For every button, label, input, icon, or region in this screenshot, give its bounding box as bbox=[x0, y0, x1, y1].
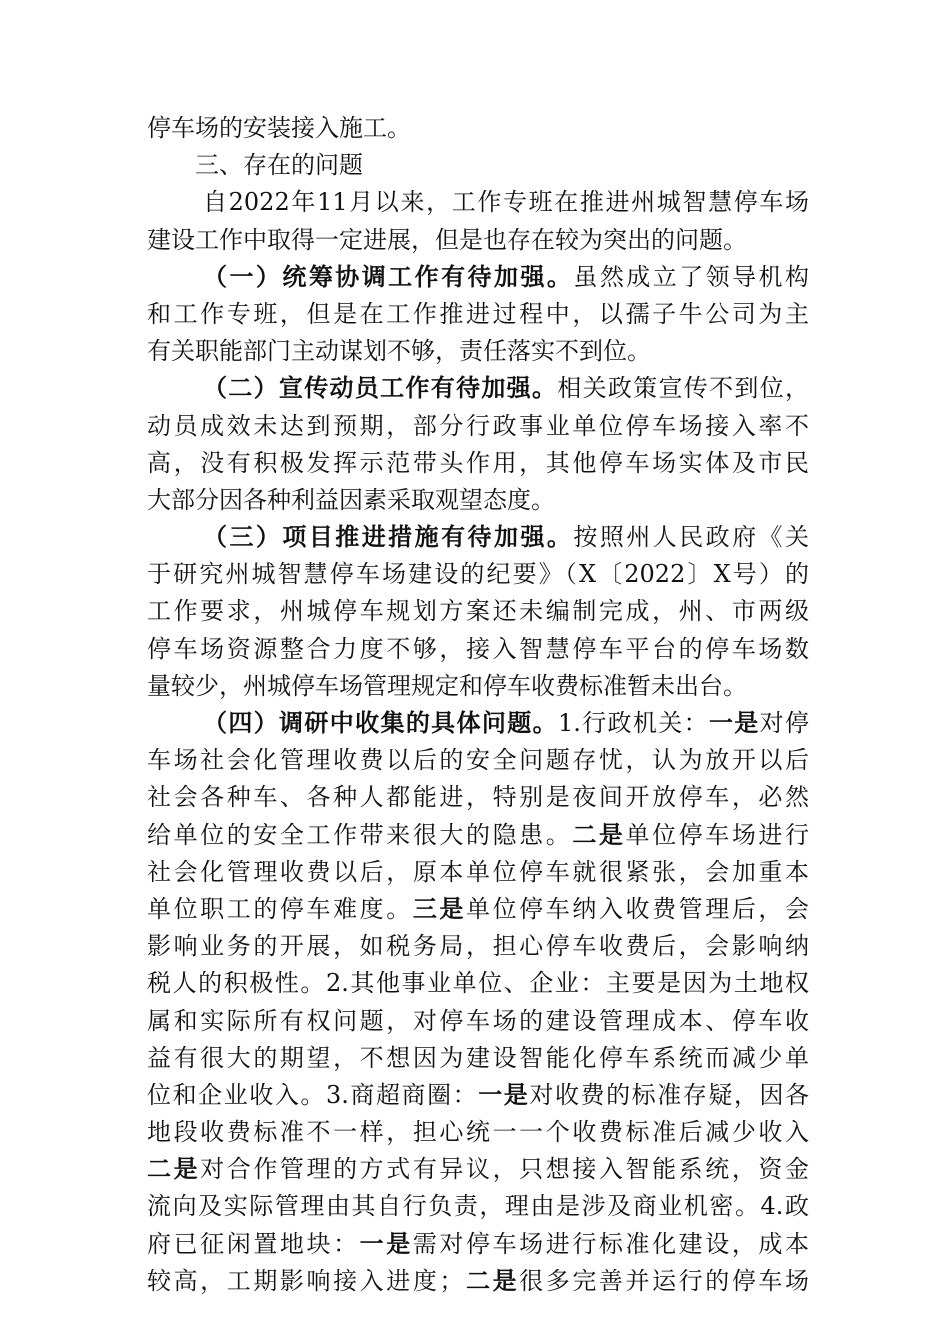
paragraph-line bbox=[147, 1151, 809, 1188]
emphasis: 三是 bbox=[412, 894, 467, 923]
paragraph-line: 停车场资源整合力度不够，接入智慧停车平台的停车场数 bbox=[147, 634, 809, 663]
text-run: 单位停车场进行 bbox=[625, 820, 810, 849]
emphasis: 一是 bbox=[359, 1229, 413, 1258]
text-run: 给单位的安全工作带来很大的隐患。 bbox=[147, 820, 573, 849]
paragraph-line bbox=[147, 891, 809, 928]
paragraph-line: 自2022年11月以来，工作专班在推进州城智慧停车场 bbox=[203, 188, 809, 217]
text-run: 单位停车纳入收费管理后，会 bbox=[466, 894, 810, 923]
text-run: 1.行政机关： bbox=[557, 709, 709, 737]
paragraph-line: 社会各种车、各种人都能进，特别是夜间开放停车，必然 bbox=[147, 783, 809, 812]
paragraph-line: 有关职能部门主动谋划不够，责任落实不到位。 bbox=[147, 337, 651, 366]
text-run: 位和企业收入。3.商超商圈： bbox=[147, 1080, 479, 1109]
emphasis: 一是 bbox=[708, 709, 760, 737]
paragraph-line: 停车场的安装接入施工。 bbox=[147, 114, 411, 142]
text-run: 对合作管理的方式有异议，只想接入智能系统，资金 bbox=[200, 1155, 810, 1184]
paragraph-line: 和工作专班，但是在工作推进过程中，以孺子牛公司为主 bbox=[147, 299, 809, 328]
text-run: 府已征闲置地块： bbox=[147, 1229, 360, 1258]
emphasis: 二是 bbox=[463, 1266, 520, 1295]
text-run: 需对停车场进行标准化建设，成本 bbox=[412, 1229, 810, 1258]
subheading: （四）调研中收集的具体问题。 bbox=[203, 709, 558, 737]
text-run: 单位职工的停车难度。 bbox=[147, 894, 413, 923]
paragraph-line bbox=[147, 519, 809, 556]
text-run: 虽然成立了领导机构 bbox=[573, 262, 810, 291]
paragraph-line: 社会化管理收费以后，原本单位停车就很紧张，会加重本 bbox=[147, 857, 809, 886]
section-heading: 三、存在的问题 bbox=[195, 151, 363, 180]
paragraph-line: 动员成效未达到预期，部分行政事业单位停车场接入率不 bbox=[147, 411, 809, 440]
text-run: 很多完善并运行的停车场 bbox=[519, 1266, 810, 1295]
text-run: 按照州人民政府《关 bbox=[573, 523, 810, 552]
paragraph-line: 量较少，州城停车场管理规定和停车收费标准暂未出台。 bbox=[147, 671, 747, 700]
text-run: 对收费的标准存疑，因各 bbox=[529, 1080, 810, 1109]
document-body bbox=[147, 110, 809, 1300]
paragraph-line bbox=[147, 1226, 809, 1263]
paragraph-line bbox=[147, 817, 809, 854]
emphasis: 二是 bbox=[572, 820, 626, 849]
paragraph-line: 工作要求，州城停车规划方案还未编制完成，州、市两级 bbox=[147, 597, 809, 626]
text-run: 相关政策宣传不到位， bbox=[557, 374, 810, 403]
paragraph-line: 建设工作中取得一定进展，但是也存在较为突出的问题。 bbox=[147, 225, 747, 254]
paragraph-line: 流向及实际管理由其自行负责，理由是涉及商业机密。4.政 bbox=[147, 1192, 809, 1221]
paragraph-line bbox=[147, 1263, 809, 1300]
paragraph-line: 地段收费标准不一样，担心统一一个收费标准后减少收入 bbox=[147, 1118, 809, 1147]
paragraph-line: 影响业务的开展，如税务局，担心停车收费后，会影响纳 bbox=[147, 932, 809, 961]
subheading: （二）宣传动员工作有待加强。 bbox=[203, 374, 558, 403]
paragraph-line bbox=[147, 1077, 809, 1114]
text-run: 较高，工期影响接入进度； bbox=[147, 1266, 464, 1295]
paragraph-line: 车场社会化管理收费以后的安全问题存忧，认为放开以后 bbox=[147, 746, 809, 775]
paragraph-line: 属和实际所有权问题，对停车场的建设管理成本、停车收 bbox=[147, 1006, 809, 1035]
emphasis: 二是 bbox=[147, 1155, 201, 1184]
paragraph-line bbox=[147, 259, 809, 296]
paragraph-line: 税人的积极性。2.其他事业单位、企业：主要是因为土地权 bbox=[147, 969, 809, 998]
paragraph-line bbox=[147, 705, 809, 742]
subheading: （一）统筹协调工作有待加强。 bbox=[203, 262, 574, 291]
paragraph-line: 大部分因各种利益因素采取观望态度。 bbox=[147, 485, 555, 514]
emphasis: 一是 bbox=[478, 1080, 530, 1109]
paragraph-line: 于研究州城智慧停车场建设的纪要》（X〔2022〕X号）的 bbox=[147, 560, 809, 589]
paragraph-line: 高，没有积极发挥示范带头作用，其他停车场实体及市民 bbox=[147, 448, 809, 477]
paragraph-line bbox=[147, 370, 809, 407]
paragraph-line: 益有很大的期望，不想因为建设智能化停车系统而减少单 bbox=[147, 1043, 809, 1072]
subheading: （三）项目推进措施有待加强。 bbox=[203, 523, 574, 552]
text-run: 对停 bbox=[759, 709, 810, 737]
